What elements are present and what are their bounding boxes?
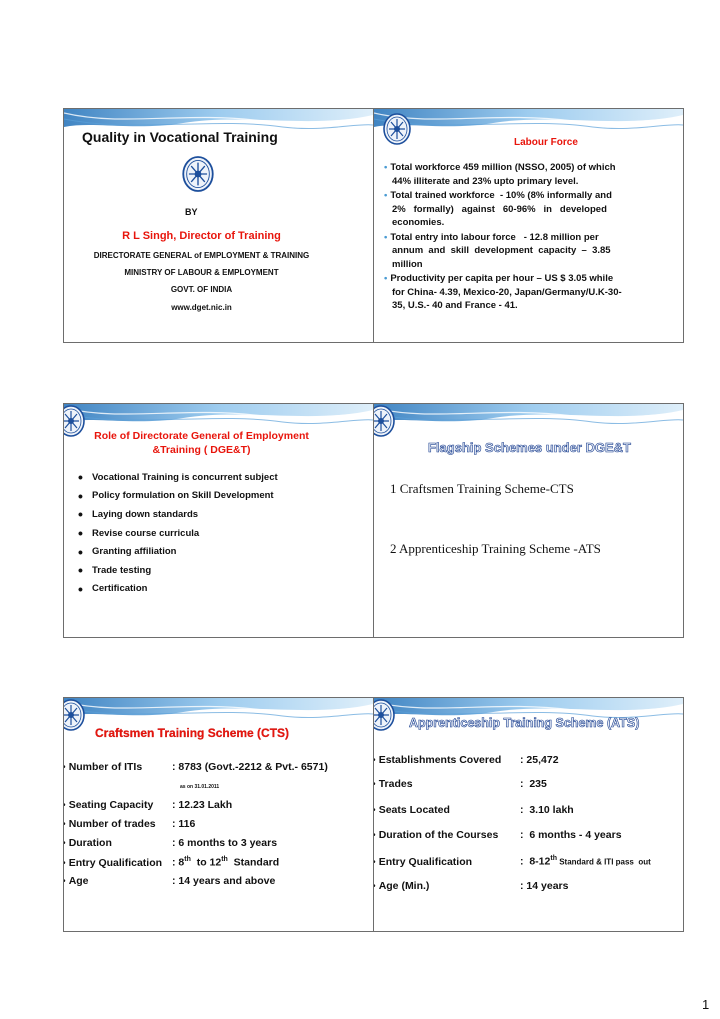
- slide-title-line-1: Role of Directorate General of Employment: [94, 430, 309, 442]
- bullet-dot-icon: •: [78, 580, 83, 597]
- emblem-logo: [181, 154, 215, 194]
- row-age: • Age : 14 years and above: [63, 875, 275, 887]
- bullet-line: annum and skill development capacity – 3.85: [392, 245, 611, 256]
- header-wave: [374, 404, 683, 434]
- bullet-text: Vocational Training is concurrent subject: [92, 471, 278, 483]
- bullet-dot-icon: •: [78, 469, 83, 486]
- bullet-item: [78, 561, 278, 580]
- row-itis: • Number of ITIs : 8783 (Govt.-2212 & Pvt.- 6571): [63, 761, 328, 773]
- header-wave: [374, 109, 683, 139]
- row-entry-qualification: • Entry Qualification : 8-12th Standard & ITI pass out: [373, 855, 651, 868]
- as-of-note: as on 31.01.2011: [180, 784, 220, 790]
- scheme-item-2: 2 Apprenticeship Training Scheme -ATS: [390, 541, 601, 556]
- bullet-item: [78, 487, 278, 506]
- emblem-logo: [373, 698, 396, 732]
- author-name: R L Singh, Director of Training: [122, 230, 281, 242]
- bullet-item: [78, 542, 278, 561]
- org-line-3: GOVT. OF INDIA: [170, 285, 233, 294]
- row-establishments: • Establishments Covered : 25,472: [373, 754, 559, 766]
- row-age: • Age (Min.) : 14 years: [373, 880, 568, 892]
- emblem-logo: [373, 404, 396, 438]
- bullet-item: [384, 161, 674, 188]
- bullet-item: [384, 231, 674, 272]
- row-seating-capacity: • Seating Capacity : 12.23 Lakh: [63, 799, 232, 811]
- slide-title-line-2: &Training ( DGE&T): [152, 444, 251, 456]
- org-line-2: MINISTRY OF LABOUR & EMPLOYMENT: [124, 268, 279, 277]
- website-url: www.dget.nic.in: [171, 303, 232, 312]
- bullet-line: for China- 4.39, Mexico-20, Japan/Germany/U.K-30-: [392, 286, 622, 298]
- slide-title: Flagship Schemes under DGE&T: [428, 440, 631, 455]
- slide-title: Labour Force: [514, 137, 578, 148]
- bullet-line: • Total workforce 459 million (NSSO, 2005) of which: [384, 161, 674, 175]
- slide-2: [373, 108, 684, 343]
- page-number: 1: [702, 997, 710, 1012]
- bullet-dot-icon: •: [78, 543, 83, 560]
- bullet-text: Trade testing: [92, 564, 152, 576]
- by-label: BY: [185, 207, 198, 217]
- bullet-line: million: [392, 258, 423, 270]
- header-wave: [64, 698, 373, 728]
- bullet-line: • Total entry into labour force - 12.8 million per: [384, 231, 674, 245]
- slide-title: Quality in Vocational Training: [82, 129, 278, 145]
- bullet-text: Laying down standards: [92, 508, 199, 520]
- row-entry-qualification: • Entry Qualification : 8th to 12th Standard: [63, 856, 279, 869]
- bullet-list: [384, 161, 674, 314]
- bullet-item: [384, 189, 674, 230]
- bullet-line: 35, U.S.- 40 and France - 41.: [392, 300, 518, 311]
- bullet-list: [78, 468, 278, 598]
- bullet-item: [78, 468, 278, 487]
- bullet-item: [78, 524, 278, 543]
- bullet-text: Certification: [92, 583, 148, 595]
- bullet-item: [384, 272, 674, 313]
- bullet-item: [78, 580, 278, 599]
- bullet-dot-icon: •: [78, 487, 83, 504]
- slide-1: [63, 108, 374, 343]
- slide-6: [373, 697, 684, 932]
- slide-5: [63, 697, 374, 932]
- slide-title: Apprenticeship Training Scheme (ATS): [409, 716, 640, 730]
- bullet-text: Granting affiliation: [92, 546, 177, 558]
- bullet-text: Revise course curricula: [92, 527, 200, 539]
- slide-4: [373, 403, 684, 638]
- bullet-dot-icon: •: [78, 525, 83, 542]
- bullet-dot-icon: •: [78, 562, 83, 579]
- bullet-item: [78, 505, 278, 524]
- slide-title: Craftsmen Training Scheme (CTS): [95, 726, 290, 740]
- bullet-line: economies.: [392, 217, 445, 228]
- scheme-item-1: 1 Craftsmen Training Scheme-CTS: [390, 481, 574, 496]
- bullet-line: 2% formally) against 60-96% in developed: [392, 203, 607, 215]
- bullet-line: 44% illiterate and 23% upto primary level.: [392, 175, 579, 187]
- emblem-logo: [382, 112, 412, 146]
- bullet-line: • Total trained workforce - 10% (8% informally and: [384, 189, 674, 203]
- row-trades: • Trades : 235: [373, 778, 547, 790]
- org-line-1: DIRECTORATE GENERAL of EMPLOYMENT & TRAINING: [93, 251, 310, 260]
- row-duration: • Duration of the Courses : 6 months - 4 years: [373, 829, 622, 841]
- emblem-logo: [63, 698, 86, 732]
- bullet-dot-icon: •: [78, 506, 83, 523]
- bullet-text: Policy formulation on Skill Development: [92, 490, 274, 502]
- row-duration: • Duration : 6 months to 3 years: [63, 837, 277, 849]
- row-number-of-trades: • Number of trades : 116: [63, 818, 195, 830]
- slide-3: [63, 403, 374, 638]
- row-seats-located: • Seats Located : 3.10 lakh: [373, 804, 574, 816]
- bullet-line: • Productivity per capita per hour – US $ 3.05 while: [384, 272, 674, 286]
